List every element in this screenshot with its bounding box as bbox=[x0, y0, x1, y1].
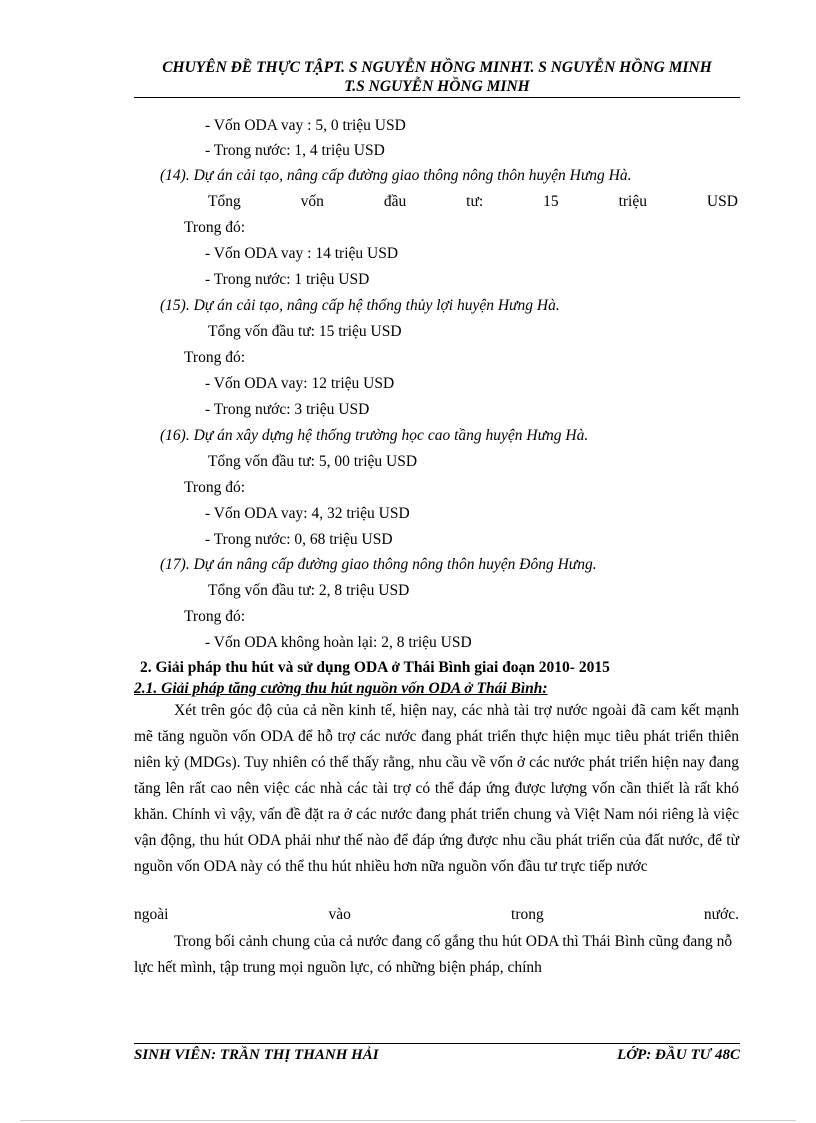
para-word: vào bbox=[328, 906, 351, 923]
para-word: nước. bbox=[703, 906, 739, 923]
project-14-oda: - Vốn ODA vay : 14 triệu USD bbox=[205, 245, 399, 262]
project-15-total: Tổng vốn đầu tư: 15 triệu USD bbox=[208, 323, 402, 340]
section-2-1-heading: 2.1. Giải pháp tăng cường thu hút nguồn vốn ODA ở Thái Bình: bbox=[134, 680, 548, 697]
footer-student: SINH VIÊN: TRẦN THỊ THANH HẢI bbox=[134, 1047, 379, 1063]
project-17-total: Tổng vốn đầu tư: 2, 8 triệu USD bbox=[208, 582, 410, 599]
project-16-domestic: - Trong nước: 0, 68 triệu USD bbox=[205, 531, 393, 548]
total-word: Tổng bbox=[208, 193, 241, 210]
project-17-title: (17). Dự án nâng cấp đường giao thông nông thôn huyện Đông Hưng. bbox=[160, 556, 597, 573]
project-16-total: Tổng vốn đầu tư: 5, 00 triệu USD bbox=[208, 453, 418, 470]
project-16-trongdo: Trong đó: bbox=[184, 479, 246, 496]
section-2-heading: 2. Giải pháp thu hút và sử dụng ODA ở Thái Bình giai đoạn 2010- 2015 bbox=[140, 659, 610, 676]
paragraph-1-last-line bbox=[134, 905, 739, 925]
header-line-1: CHUYÊN ĐỀ THỰC TẬPT. S NGUYỄN HỒNG MINHT. S NGUYỄN HỒNG MINH bbox=[162, 59, 712, 76]
project-15-trongdo: Trong đó: bbox=[184, 349, 246, 366]
page-header bbox=[134, 58, 740, 98]
project-17-oda: - Vốn ODA không hoàn lại: 2, 8 triệu USD bbox=[205, 634, 472, 651]
project-15-domestic: - Trong nước: 3 triệu USD bbox=[205, 401, 370, 418]
header-line-2: T.S NGUYỄN HỒNG MINH bbox=[344, 78, 530, 95]
project-16-title: (16). Dự án xây dựng hệ thống trường học cao tầng huyện Hưng Hà. bbox=[160, 427, 589, 444]
domestic-line: - Trong nước: 1, 4 triệu USD bbox=[205, 142, 385, 159]
total-word: vốn bbox=[300, 193, 324, 210]
footer-divider bbox=[134, 1043, 740, 1044]
total-word: đầu bbox=[383, 193, 407, 210]
project-17-trongdo: Trong đó: bbox=[184, 608, 246, 625]
total-word: triệu bbox=[618, 193, 647, 210]
project-14-trongdo: Trong đó: bbox=[184, 219, 246, 236]
footer-class: LỚP: ĐẦU TƯ 48C bbox=[617, 1047, 740, 1063]
project-14-title: (14). Dự án cải tạo, nâng cấp đường giao thông nông thôn huyện Hưng Hà. bbox=[160, 167, 632, 184]
oda-loan-line: - Vốn ODA vay : 5, 0 triệu USD bbox=[205, 117, 406, 134]
para-word: ngoài bbox=[134, 906, 169, 923]
paragraph-2: Trong bối cảnh chung của cả nước đang cố gắng thu hút ODA thì Thái Bình cũng đang nỗ lực hết mình, tập trung mọi nguồn lực, có những biện pháp, chính bbox=[134, 933, 733, 976]
paragraph-1: Xét trên góc độ của cả nền kinh tế, hiện nay, các nhà tài trợ nước ngoài đã cam kết mạnh mẽ tăng nguồn vốn ODA để hỗ trợ các nước đang phát triển thực hiện mục tiêu phát triển thiên niên kỷ (MDGs). Tuy nhiên có thể thấy rằng, nhu cầu về vốn ở các nước phát triển hiện nay đang tăng lên rất cao nên việc các nhà các tài trợ có thể đáp ứng được lượng vốn cần thiết là rất khó khăn. Chính vì vậy, vấn đề đặt ra ở các nước đang phát triển chung và Việt Nam nói riêng là việc vận động, thu hút ODA phải như thế nào để đáp ứng được nhu cầu phát triển của đất nước, để từ nguồn vốn ODA này có thể thu hút nhiều hơn nữa nguồn vốn đầu tư trực tiếp nước bbox=[134, 702, 739, 875]
page-bottom-edge bbox=[20, 1120, 796, 1121]
project-15-title: (15). Dự án cải tạo, nâng cấp hệ thống thủy lợi huyện Hưng Hà. bbox=[160, 297, 560, 314]
project-16-oda: - Vốn ODA vay: 4, 32 triệu USD bbox=[205, 505, 410, 522]
project-14-total bbox=[208, 192, 738, 212]
total-word: tư: bbox=[466, 193, 484, 210]
page-footer bbox=[134, 1047, 740, 1064]
project-15-oda: - Vốn ODA vay: 12 triệu USD bbox=[205, 375, 395, 392]
total-word: 15 bbox=[543, 193, 559, 210]
para-word: trong bbox=[511, 906, 544, 923]
total-word: USD bbox=[706, 193, 738, 210]
project-14-domestic: - Trong nước: 1 triệu USD bbox=[205, 271, 370, 288]
